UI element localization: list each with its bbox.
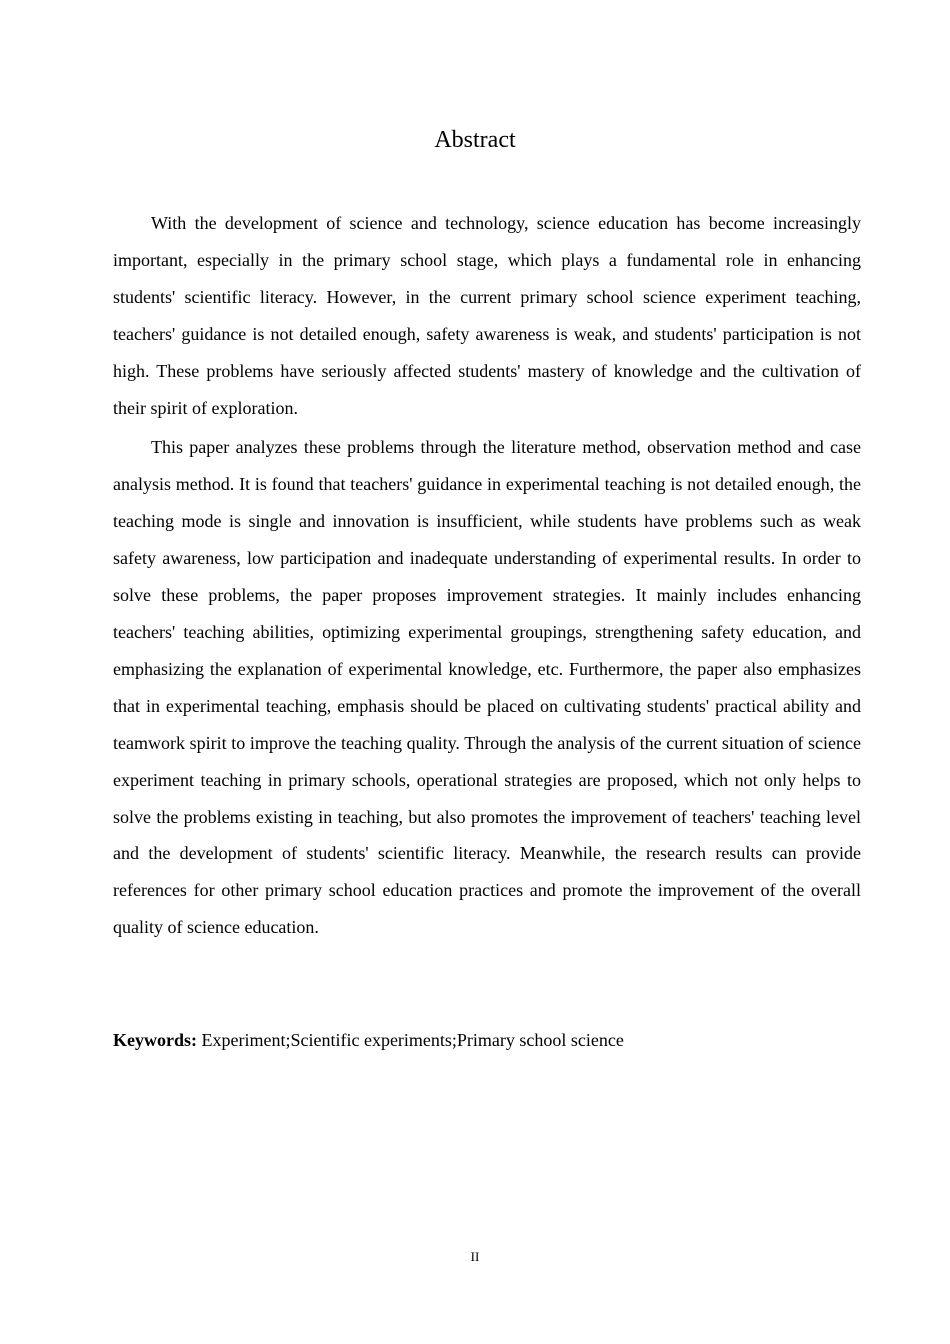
abstract-paragraph-2: This paper analyzes these problems through the literature method, observation method and case analysis method. It is found that teachers' guidance in experimental teaching is not detailed enough, the teaching mode is single and innovation is insufficient, while students have problems such as weak safety awareness, low participation and inadequate understanding of experimental results. In order to solve these problems, the paper proposes improvement strategies. It mainly includes enhancing teachers' teaching abilities, optimizing experimental groupings, strengthening safety education, and emphasizing the explanation of experimental knowledge, etc. Furthermore, the paper also emphasizes that in experimental teaching, emphasis should be placed on cultivating students' practical ability and teamwork spirit to improve the teaching quality. Through the analysis of the current situation of science experiment teaching in primary schools, operational strategies are proposed, which not only helps to solve the problems existing in teaching, but also promotes the improvement of teachers' teaching level and the development of students' scientific literacy. Meanwhile, the research results can provide references for other primary school education practices and promote the improvement of the overall quality of science education. [113, 437, 861, 938]
keywords-label: Keywords: [113, 1030, 197, 1050]
keywords-value: Experiment;Scientific experiments;Primary school science [201, 1030, 624, 1050]
abstract-paragraph-1: With the development of science and technology, science education has become increasingly important, especially in the primary school stage, which plays a fundamental role in enhancing students' scientific literacy. However, in the current primary school science experiment teaching, teachers' guidance is not detailed enough, safety awareness is weak, and students' participation is not high. These problems have seriously affected students' mastery of knowledge and the cultivation of their spirit of exploration. [113, 213, 861, 418]
page-title: Abstract [434, 127, 516, 153]
keywords-line [113, 1026, 861, 1054]
page-number: II [470, 1249, 480, 1264]
abstract-body [113, 205, 861, 949]
